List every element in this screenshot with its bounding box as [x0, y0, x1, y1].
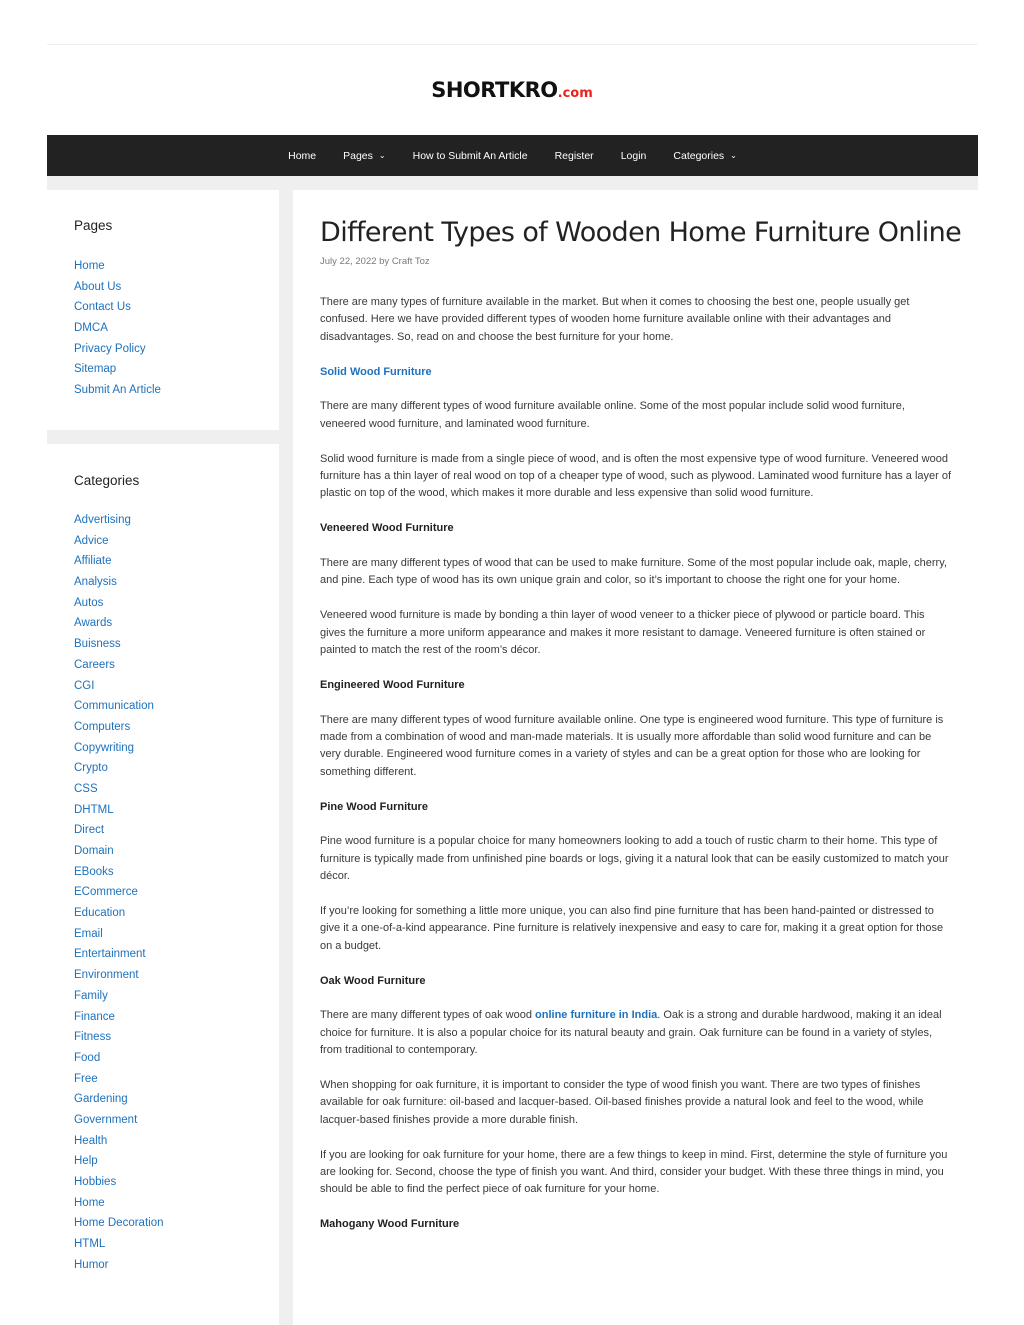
sidebar-category-government[interactable]: Government: [74, 1113, 138, 1126]
sidebar-separator: [47, 430, 279, 444]
sidebar-category-family[interactable]: Family: [74, 989, 108, 1002]
section-heading: Veneered Wood Furniture: [320, 522, 454, 535]
section-heading: Pine Wood Furniture: [320, 800, 428, 813]
article: [293, 190, 978, 1325]
sidebar-category-html[interactable]: HTML: [74, 1238, 106, 1251]
sidebar-page-about-us[interactable]: About Us: [74, 280, 122, 293]
sidebar-category-humor[interactable]: Humor: [74, 1258, 109, 1271]
sidebar-category-direct[interactable]: Direct: [74, 824, 105, 837]
section-heading: Engineered Wood Furniture: [320, 678, 465, 691]
sidebar-category-home[interactable]: Home: [74, 1196, 105, 1209]
sidebar-category-education[interactable]: Education: [74, 907, 126, 920]
nav-item-label: Home: [288, 149, 317, 162]
nav-item-login[interactable]: [607, 150, 660, 162]
logo-text: SHORTKRO: [431, 78, 558, 102]
sidebar-category-cgi[interactable]: CGI: [74, 679, 95, 692]
sidebar-category-communication[interactable]: Communication: [74, 700, 154, 713]
sidebar-category-ecommerce[interactable]: ECommerce: [74, 886, 138, 899]
sidebar-category-help[interactable]: Help: [74, 1155, 98, 1168]
sidebar-category-awards[interactable]: Awards: [74, 617, 113, 630]
sidebar-page-submit-an-article[interactable]: Submit An Article: [74, 384, 161, 397]
sidebar-category-email[interactable]: Email: [74, 927, 103, 940]
sidebar-category-home-decoration[interactable]: Home Decoration: [74, 1217, 164, 1230]
categories-widget: [47, 444, 279, 1325]
article-paragraph: Solid wood furniture is made from a single piece of wood, and is often the most expensive type of wood furniture. Veneered wood furniture has a thin layer of real wood on top of a cheaper type of wood, such as plywood. Laminated wood furniture has a layer of plastic on top of the wood, which makes it more durable and less expensive than solid wood furniture.: [320, 452, 952, 500]
sidebar-page-privacy-policy[interactable]: Privacy Policy: [74, 342, 146, 355]
article-paragraph: There are many types of furniture available in the market. But when it comes to choosing the best one, people usually get confused. Here we have provided different types of wooden home furniture available online with their advantages and disadvantages. So, read on and choose the best furniture for your home.: [320, 296, 910, 343]
content-gutter: [279, 176, 293, 1325]
article-paragraph: Veneered wood furniture is made by bonding a thin layer of wood veneer to a thicker piece of plywood or particle board. This gives the furniture a more uniform appearance and makes it more resistant to damage. Veneered furniture is often stained or painted to match the rest of the room’s décor.: [320, 609, 926, 657]
nav-item-pages[interactable]: [330, 150, 399, 162]
sidebar-category-domain[interactable]: Domain: [74, 845, 114, 857]
sidebar-category-crypto[interactable]: Crypto: [74, 762, 108, 775]
sidebar-category-finance[interactable]: Finance: [74, 1010, 115, 1023]
chevron-down-icon: ⌄: [378, 151, 386, 160]
sidebar-category-css[interactable]: CSS: [74, 782, 98, 795]
nav-item-categories[interactable]: [660, 150, 750, 162]
nav-item-label: Login: [620, 149, 647, 162]
sidebar-category-health[interactable]: Health: [74, 1134, 108, 1147]
categories-widget-title: Categories: [74, 473, 140, 488]
sidebar-category-advice[interactable]: Advice: [74, 534, 109, 547]
inline-link-online-furniture[interactable]: online furniture in India: [535, 1009, 658, 1022]
site-logo[interactable]: [0, 78, 1024, 102]
article-paragraph: If you are looking for oak furniture for your home, there are a few things to keep in mind. First, determine the style of furniture you are looking for. Second, choose the type of finish you want. And third, consider your budget. With these three things in mind, you should be able to find the perfect piece of oak furniture for your home.: [320, 1148, 948, 1196]
sidebar-category-careers[interactable]: Careers: [74, 658, 115, 671]
header-divider: [47, 44, 978, 45]
sidebar-category-hobbies[interactable]: Hobbies: [74, 1176, 117, 1188]
sidebar-category-gardening[interactable]: Gardening: [74, 1093, 128, 1106]
sidebar-category-copywriting[interactable]: Copywriting: [74, 741, 135, 754]
article-title: Different Types of Wooden Home Furniture Online: [320, 217, 962, 248]
article-paragraph: There are many different types of wood furniture available online. One type is engineered wood furniture. This type of furniture is made from a combination of wood and man-made materials. It is usually more affordable than solid wood furniture and can be very durable. Engineered wood furniture comes in a variety of styles and can be a great option for those who are looking for something different.: [320, 713, 944, 778]
article-paragraph: There are many different types of wood furniture available online. Some of the most popular include solid wood furniture, veneered wood furniture, and laminated wood furniture.: [320, 400, 905, 430]
sidebar-page-contact-us[interactable]: Contact Us: [74, 301, 131, 314]
section-heading-link[interactable]: Solid Wood Furniture: [320, 365, 432, 378]
section-heading: Mahogany Wood Furniture: [320, 1218, 460, 1231]
article-paragraph: There are many different types of wood that can be used to make furniture. Some of the most popular include oak, maple, cherry, and pine. Each type of wood has its own unique grain and color, so it’s important to choose the right one for your home.: [320, 557, 947, 587]
article-paragraph: When shopping for oak furniture, it is important to consider the type of wood finish you want. There are two types of finishes available for oak furniture: oil-based and lacquer-based. Oil-based finishes provide a natural look and feel to the wood, while lacquer-based finishes provide a more durable finish.: [320, 1079, 924, 1126]
paragraph-text: There are many different types of oak wood: [320, 1009, 536, 1022]
sidebar-category-affiliate[interactable]: Affiliate: [74, 555, 112, 568]
pages-widget: [47, 190, 279, 430]
pages-widget-title: Pages: [74, 218, 113, 233]
sidebar-page-sitemap[interactable]: Sitemap: [74, 363, 117, 376]
sidebar-category-free[interactable]: Free: [74, 1072, 98, 1085]
sidebar-category-ebooks[interactable]: EBooks: [74, 865, 114, 878]
sidebar-category-food[interactable]: Food: [74, 1051, 101, 1064]
paragraph-text: . Oak is a strong and durable hardwood, making it an ideal choice for furniture. It is also a popular choice for its natural beauty and grain. Oak furniture can be found in a variety of styles, from traditional to contemporary.: [320, 1009, 942, 1057]
sidebar-category-environment[interactable]: Environment: [74, 969, 139, 982]
content-background-top: [47, 176, 978, 190]
nav-item-register[interactable]: [541, 150, 607, 162]
sidebar-page-home[interactable]: Home: [74, 260, 105, 272]
sidebar-category-autos[interactable]: Autos: [74, 596, 104, 609]
sidebar-category-buisness[interactable]: Buisness: [74, 638, 121, 651]
nav-item-label: Categories: [673, 149, 725, 162]
nav-item-how-to-submit-an-article[interactable]: [399, 150, 541, 162]
sidebar-page-dmca[interactable]: DMCA: [74, 322, 108, 335]
article-paragraph: [320, 1007, 952, 1059]
article-meta: July 22, 2022 by Craft Toz: [320, 256, 430, 267]
chevron-down-icon: ⌄: [730, 151, 737, 160]
sidebar-category-fitness[interactable]: Fitness: [74, 1031, 112, 1044]
sidebar-category-entertainment[interactable]: Entertainment: [74, 948, 146, 961]
article-paragraph: If you’re looking for something a little more unique, you can also find pine furniture that has been hand-painted or distressed to give it a one-of-a-kind appearance. Pine furniture is relatively inexpensive and easy to care for, making it a great option for those on a budget.: [320, 905, 944, 952]
nav-item-label: How to Submit An Article: [412, 149, 528, 162]
sidebar-category-analysis[interactable]: Analysis: [74, 576, 117, 589]
logo-tld: .com: [557, 86, 593, 101]
nav-item-label: Pages: [343, 149, 373, 162]
main-navigation: [47, 135, 978, 176]
article-paragraph: Pine wood furniture is a popular choice for many homeowners looking to add a touch of rustic charm to their home. This type of furniture is typically made from unfinished pine boards or logs, giving it a natural look that can be easily customized to match your décor.: [320, 835, 949, 883]
sidebar-category-dhtml[interactable]: DHTML: [74, 803, 114, 816]
sidebar-category-advertising[interactable]: Advertising: [74, 514, 131, 526]
section-heading: Oak Wood Furniture: [320, 974, 426, 987]
sidebar-category-computers[interactable]: Computers: [74, 720, 131, 733]
article-body: [320, 294, 952, 1251]
nav-item-home[interactable]: [275, 150, 330, 162]
nav-item-label: Register: [554, 149, 594, 162]
